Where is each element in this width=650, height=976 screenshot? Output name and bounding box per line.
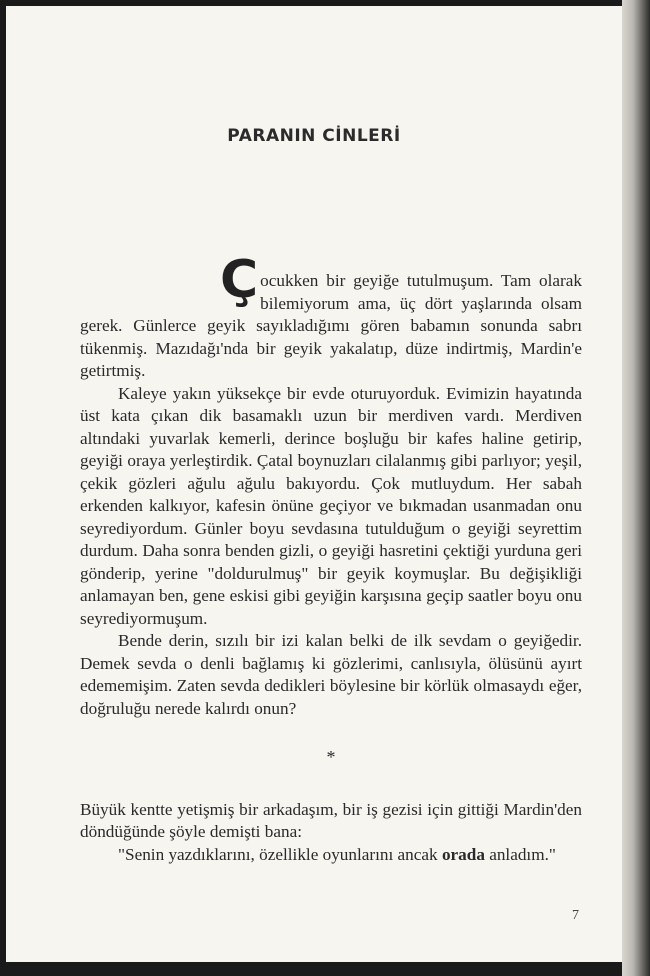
paragraph-2: Kaleye yakın yüksekçe bir evde oturuyorduk. Evimizin hayatında üst kata çıkan dik basamaklı uzun bir merdiven vardı. Merdiven altındaki yuvarlak kemerli, derince boşluğu bir kafes haline getirip, geyiği oraya yerleştirdik. Çatal boynuzları cilalanmış gibi parlıyor; yeşil, çekik gözleri ağulu ağulu bakıyordu. Çok mutluydum. Her sabah erkenden kalkıyor, kafesin önüne geçiyor ve bıkmadan usanmadan onu seyrediyordum. Günler boyu sevdasına tutulduğum o geyiği seyrettim durdum. Daha sonra benden gizli, o geyiği hasretini çektiği yurduna geri gönderip, yerine "doldurulmuş" bir geyik koymuşlar. Bu değişikliği anlamayan ben, gene eskisi gibi geyiğin karşısına geçip saatler boyu onu seyrediyormuşum. bbox=[80, 383, 582, 628]
paragraph-1 bbox=[80, 250, 582, 383]
quote-paragraph bbox=[80, 844, 582, 867]
chapter-title: PARANIN CİNLERİ bbox=[227, 126, 401, 146]
quote-text-before: "Senin yazdıklarını, özellikle oyunlarını ancak bbox=[118, 844, 442, 864]
section-separator: * bbox=[326, 747, 336, 767]
paragraph-4: Büyük kentte yetişmiş bir arkadaşım, bir iş gezisi için gittiği Mardin'den döndüğünde şöyle demişti bana: bbox=[80, 799, 582, 841]
quote-bold-word: orada bbox=[441, 844, 485, 864]
chapter-body bbox=[80, 250, 582, 866]
quote-text-after: anladım." bbox=[484, 844, 556, 864]
drop-cap: Ç bbox=[220, 250, 259, 310]
paragraph-3: Bende derin, sızılı bir izi kalan belki de ilk sevdam o geyiğedir. Demek sevda o denli bağlamış ki gözlerimi, canlısıyla, ölüsünü ayırt edememişim. Zaten sevda dedikleri böylesine bir körlük olmasaydı eğer, doğruluğu nerede kalırdı onun? bbox=[80, 631, 582, 718]
paragraph-1-text: ocukken bir geyiğe tutulmuşum. Tam olarak bilemiyorum ama, üç dört yaşlarında olsam gerek. Günlerce geyik sayıkladığımı gören babamın sonunda sabrı tükenmiş. Mazıdağı'nda bir geyik yakalatıp, düze indirtmiş, Mardin'e getirtmiş. bbox=[80, 271, 582, 380]
page-edge bbox=[622, 0, 650, 976]
book-page bbox=[6, 6, 622, 962]
page-number: 7 bbox=[572, 908, 579, 923]
